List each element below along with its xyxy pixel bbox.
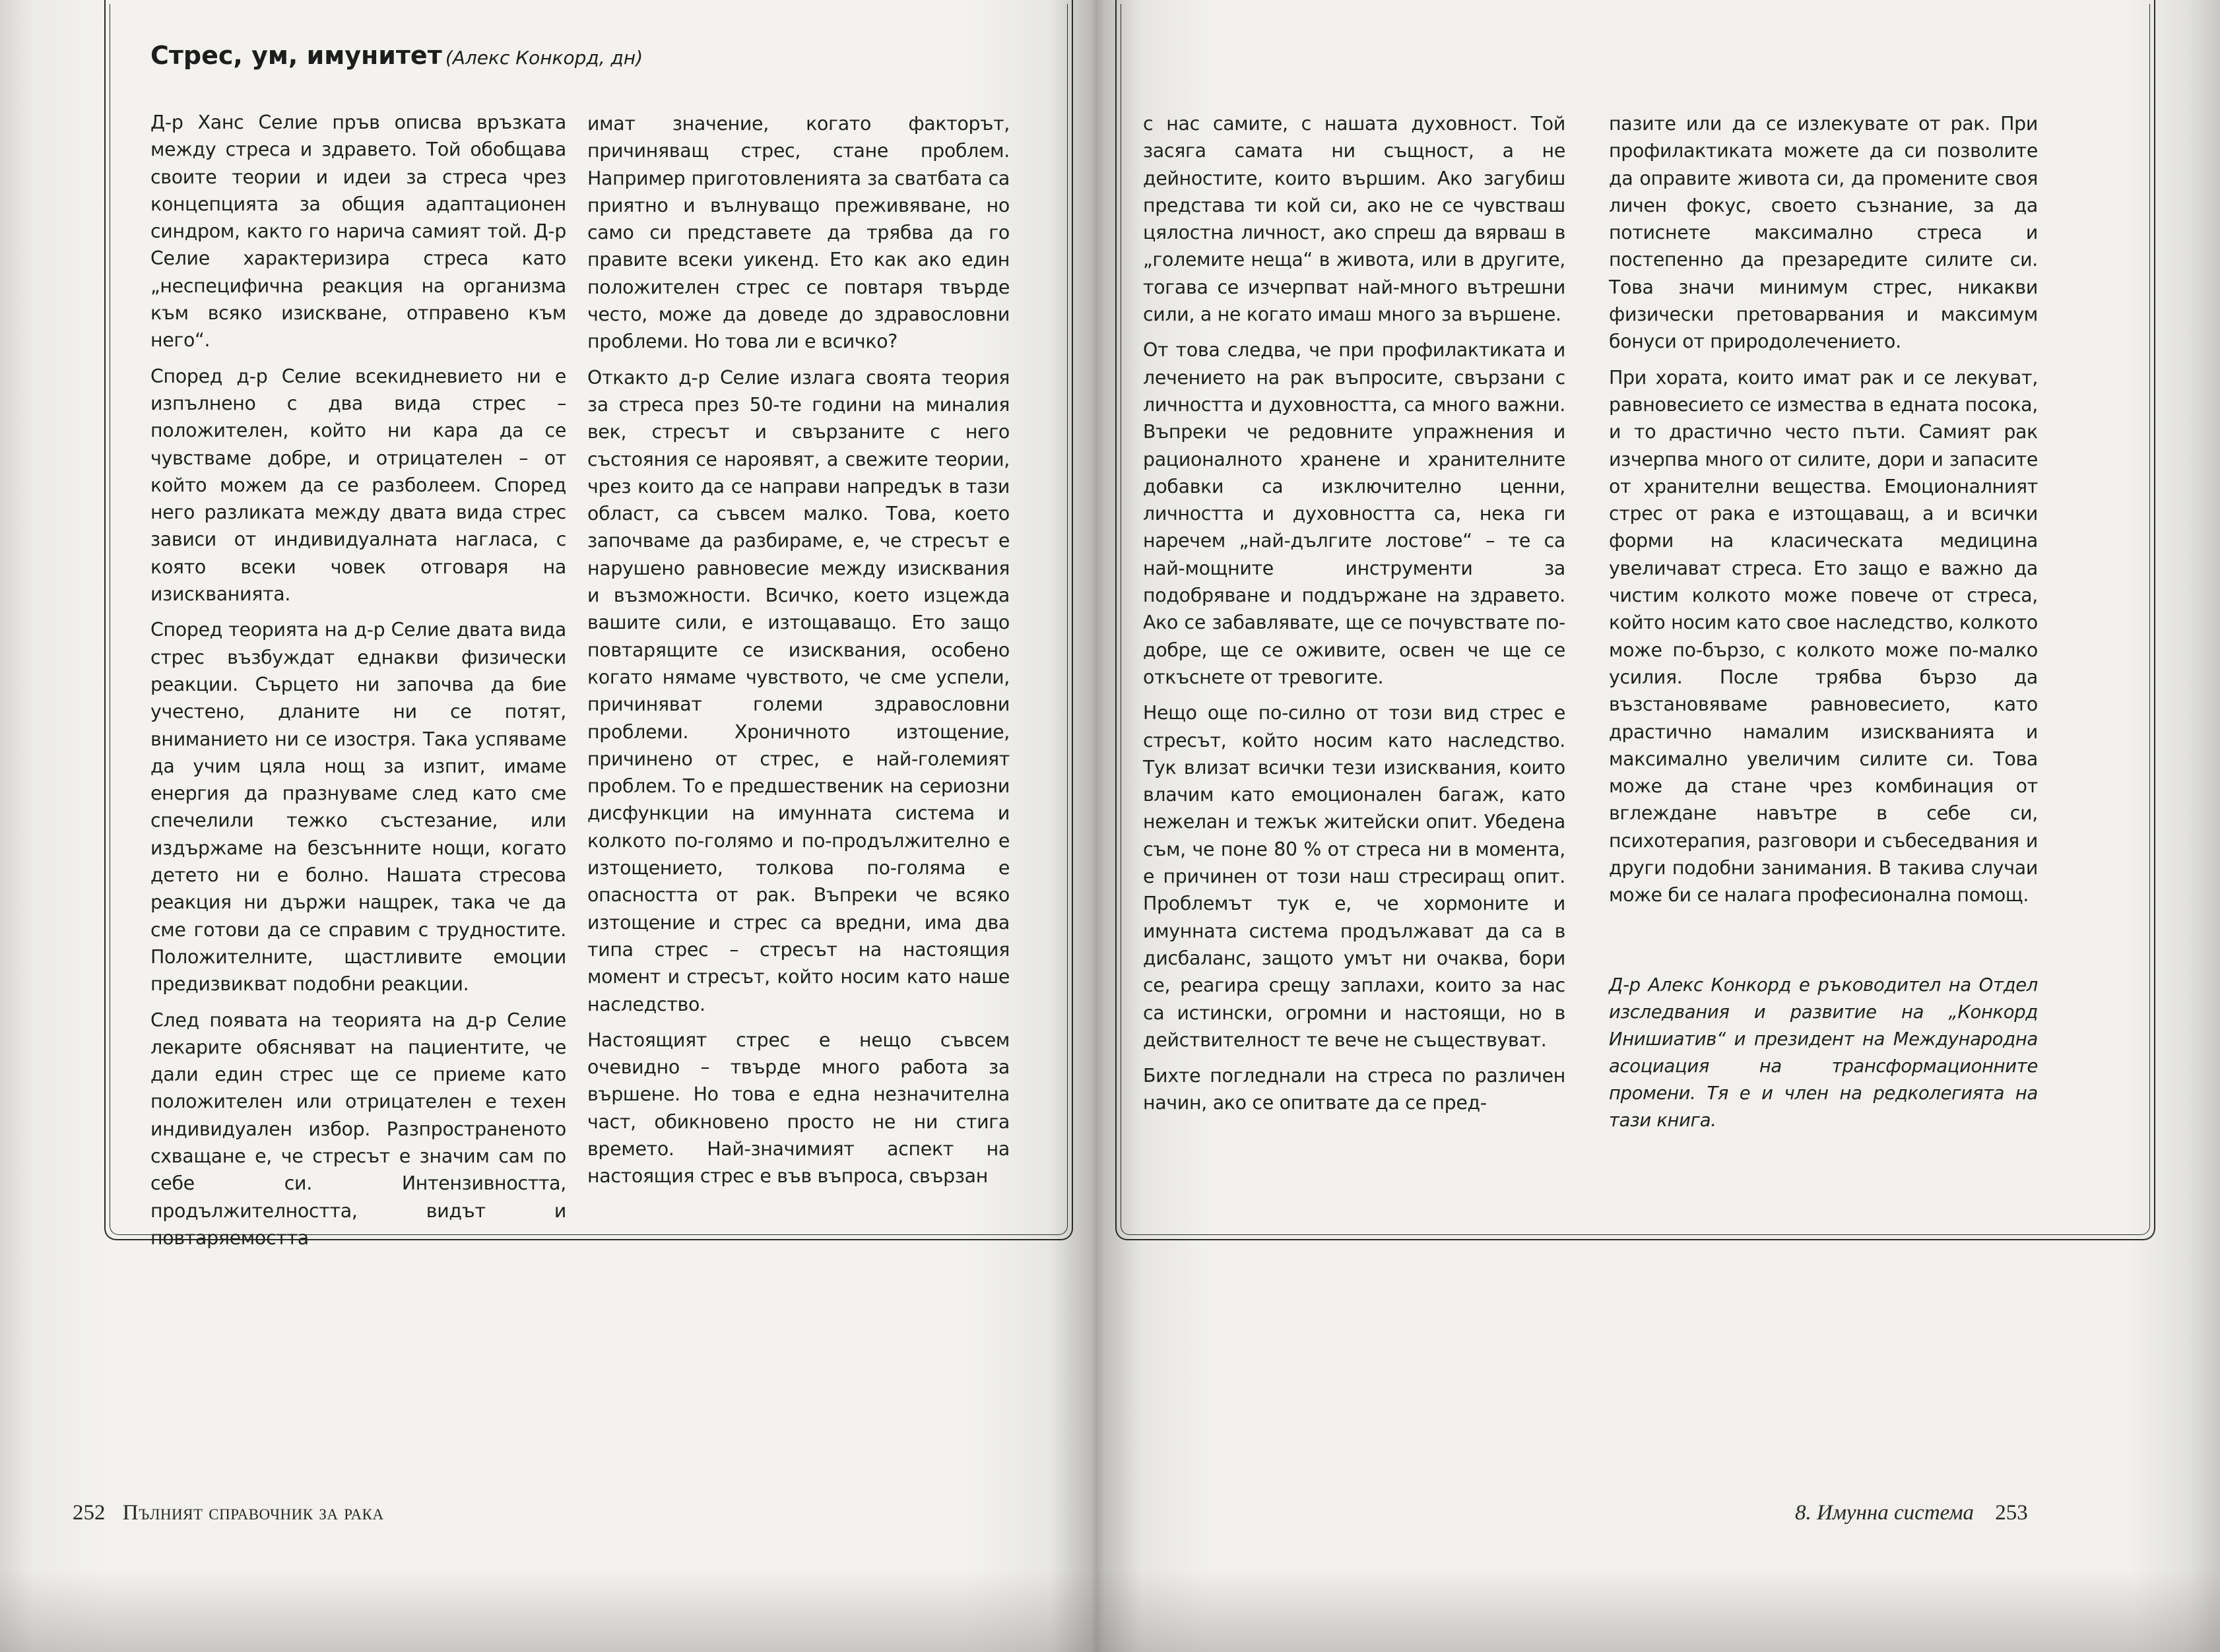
- paragraph: Откакто д-р Селие излага своята теория за стреса през 50-те години на миналия век, стресът и свързаните с него състояния се нароявят, а свежите теории, чрез които да се направи напредък в тази област, са съвсем малко. Това, което започваме да разбираме, е, че стресът е нарушено равновесие между изисквания и възможности. Всичко, което изцежда вашите сили, е изтощаващо. Ето защо повтарящите се изисквания, особено когато нямаме чувството, че сме успели, причиняват големи здравословни проблеми. Хроничното изтощение, причинено от стрес, е най-големият проблем. То е предшественик на сериозни дисфункции на имунната система и колкото по-голямо и по-продължително е изтощението, толкова по-голяма е опасността от рак. Въпреки че всяко изтощение и стрес са вредни, има два типа стрес – стресът на настоящия момент и стресът, който носим като наше наследство.: [587, 366, 1010, 1015]
- page-number-left: 252: [73, 1501, 106, 1525]
- paragraph: Нещо още по-силно от този вид стрес е стресът, който носим като наследство. Тук влизат всички тези изисквания, които влачим като емоционален багаж, като нежелан и тежък житейски опит. Убедена съм, че поне 80 % от стреса ни в момента, е причинен от този наш стресиращ опит. Проблемът тук е, че хормоните и имунната система продължават да са в дисбаланс, защото умът ни очаква, бори се, реагира срещу заплахи, които за нас са истински, огромни и настоящи, но в действителност те вече не съществуват.: [1143, 702, 1565, 1051]
- page-edge-shadow: [0, 1570, 2220, 1652]
- paragraph: с нас самите, с нашата духовност. Той засяга самата ни същност, а не дейностите, които вършим. Ако загубиш представа ти кой си, ако не се чувстваш цялостна личност, ако спреш да вярваш в „големите неща“ в живота, или в другите, тогава се изчерпват най-много вътрешни сили, а не когато имаш много за вършене.: [1143, 113, 1565, 326]
- paragraph: Настоящият стрес е нещо съвсем очевидно – твърде много работа за вършене. Но това е една незначителна част, обикновено просто не ни стига времето. Най-значимият аспект на настоящия стрес е във въпроса, свързан: [587, 1029, 1010, 1188]
- paragraph: Д-р Ханс Селие пръв описва връзката между стреса и здравето. Той обобщава своите теории и идеи за стреса чрез концепцията за общия адаптационен синдром, както го нарича самият той. Д-р Селие характеризира стреса като „неспецифична реакция на организма към всяко изискване, отправено към него“.: [150, 111, 566, 352]
- right-page: [1095, 0, 2220, 1652]
- paragraph: пазите или да се излекувате от рак. При профилактиката можете да си позволите да оправите живота си, да промените своя личен фокус, своето съзнание, за да потиснете максимално стреса и постепенно да презаредите силите си. Това значи минимум стрес, никакви физически претоварвания и максимум бонуси от природолечението.: [1609, 113, 2038, 353]
- running-title-left: Пълният справочник за рака: [122, 1501, 384, 1525]
- paragraph: Според теорията на д-р Селие двата вида стрес възбуждат еднакви физически реакции. Сърцето ни започва да бие учестено, дланите ни се потят, вниманието ни се изостря. Така успяваме да учим цяла нощ за изпит, имаме енергия да празнуваме след като сме спечелили тежко състезание, или издържаме на безсънните нощи, когато детето ни е болно. Нашата стресова реакция ни държи нащрек, така че да сме готови да се справим с трудностите. Положителните, щастливите емоции предизвикват подобни реакции.: [150, 619, 566, 996]
- text-column-4: [1609, 110, 2038, 1143]
- left-footer: [73, 1501, 384, 1525]
- paragraph: След появата на теорията на д-р Селие лекарите обясняват на пациентите, че дали един стрес ще се приеме като положителен или отрицателен е техен индивидуален избор. Разпространеното схващане е, че стресът е значим сам по себе си. Интензивността, продължителността, видът и повтаряемостта: [150, 1009, 566, 1249]
- sidebar-heading: [150, 41, 643, 70]
- paragraph: При хората, които имат рак и се лекуват, равновесието се измества в едната посока, и то драстично често пъти. Самият рак изчерпва много от силите, дори и запасите от хранителни вещества. Емоционалният стрес от рака е изтощаващ, а и всички форми на класическата медицина увеличават стреса. Ето защо е важно да чистим колкото може повече от стреса, който носим като свое наследство, колкото може по-бързо, с колкото може по-малко усилия. После трябва бързо да възстановяваме равновесието, като драстично намалим изискванията и максимално увеличим силите си. Това може да стане чрез комбинация от вглеждане навътре в себе си, психотерапия, разговори и събеседвания и други подобни занимания. В такива случаи може би се налага професионална помощ.: [1609, 366, 2038, 906]
- right-footer: [1795, 1501, 2028, 1525]
- paragraph: От това следва, че при профилактиката и лечението на рак въпросите, свързани с личността и духовността, са много важни. Въпреки че редовните упражнения и рационалното хранене и хранителните добавки са изключително ценни, личността и духовността са, нека ги наречем „най-дългите лостове“ – те са най-мощните инструменти за подобряване и поддържане на здравето. Ако се забавлявате, ще се почувствате по-добре, ще се оживите, освен че ще се откъснете от тревогите.: [1143, 339, 1565, 688]
- sidebar-title: Стрес, ум, имунитет: [150, 41, 442, 70]
- running-title-right: 8. Имунна система: [1795, 1501, 1975, 1525]
- sidebar-author: (Алекс Конкорд, дн): [445, 47, 643, 69]
- author-bio: Д-р Алекс Конкорд е ръководител на Отдел изследвания и развитие на „Конкорд Инишиатив“ и президент на Международна асоциация на трансформационните промени. Тя е и член на редколегията на тази книга.: [1609, 974, 2038, 1131]
- page-number-right: 253: [1995, 1501, 2028, 1525]
- paragraph: Според д-р Селие всекидневието ни е изпълнено с два вида стрес – положителен, който ни кара да се чувстваме добре, и отрицателен – от който можем да се разболеем. Според него разликата между двата вида стрес зависи от индивидуалната нагласа, с която всеки човек отговаря на изискванията.: [150, 365, 566, 606]
- paragraph: имат значение, когато факторът, причиняващ стрес, стане проблем. Например приготовленията за сватбата са приятно и вълнуващо преживяване, но само си представете да трябва да го правите всеки уикенд. Ето как ако един положителен стрес се повтаря твърде често, може да доведе до здравословни проблеми. Но това ли е всичко?: [587, 113, 1010, 353]
- paragraph: Бихте погледнали на стреса по различен начин, ако се опитвате да се пред-: [1143, 1065, 1565, 1114]
- text-column-2: [587, 110, 1010, 1199]
- text-column-3: [1143, 110, 1565, 1126]
- left-page: [0, 0, 1095, 1652]
- text-column-1: [150, 109, 566, 1260]
